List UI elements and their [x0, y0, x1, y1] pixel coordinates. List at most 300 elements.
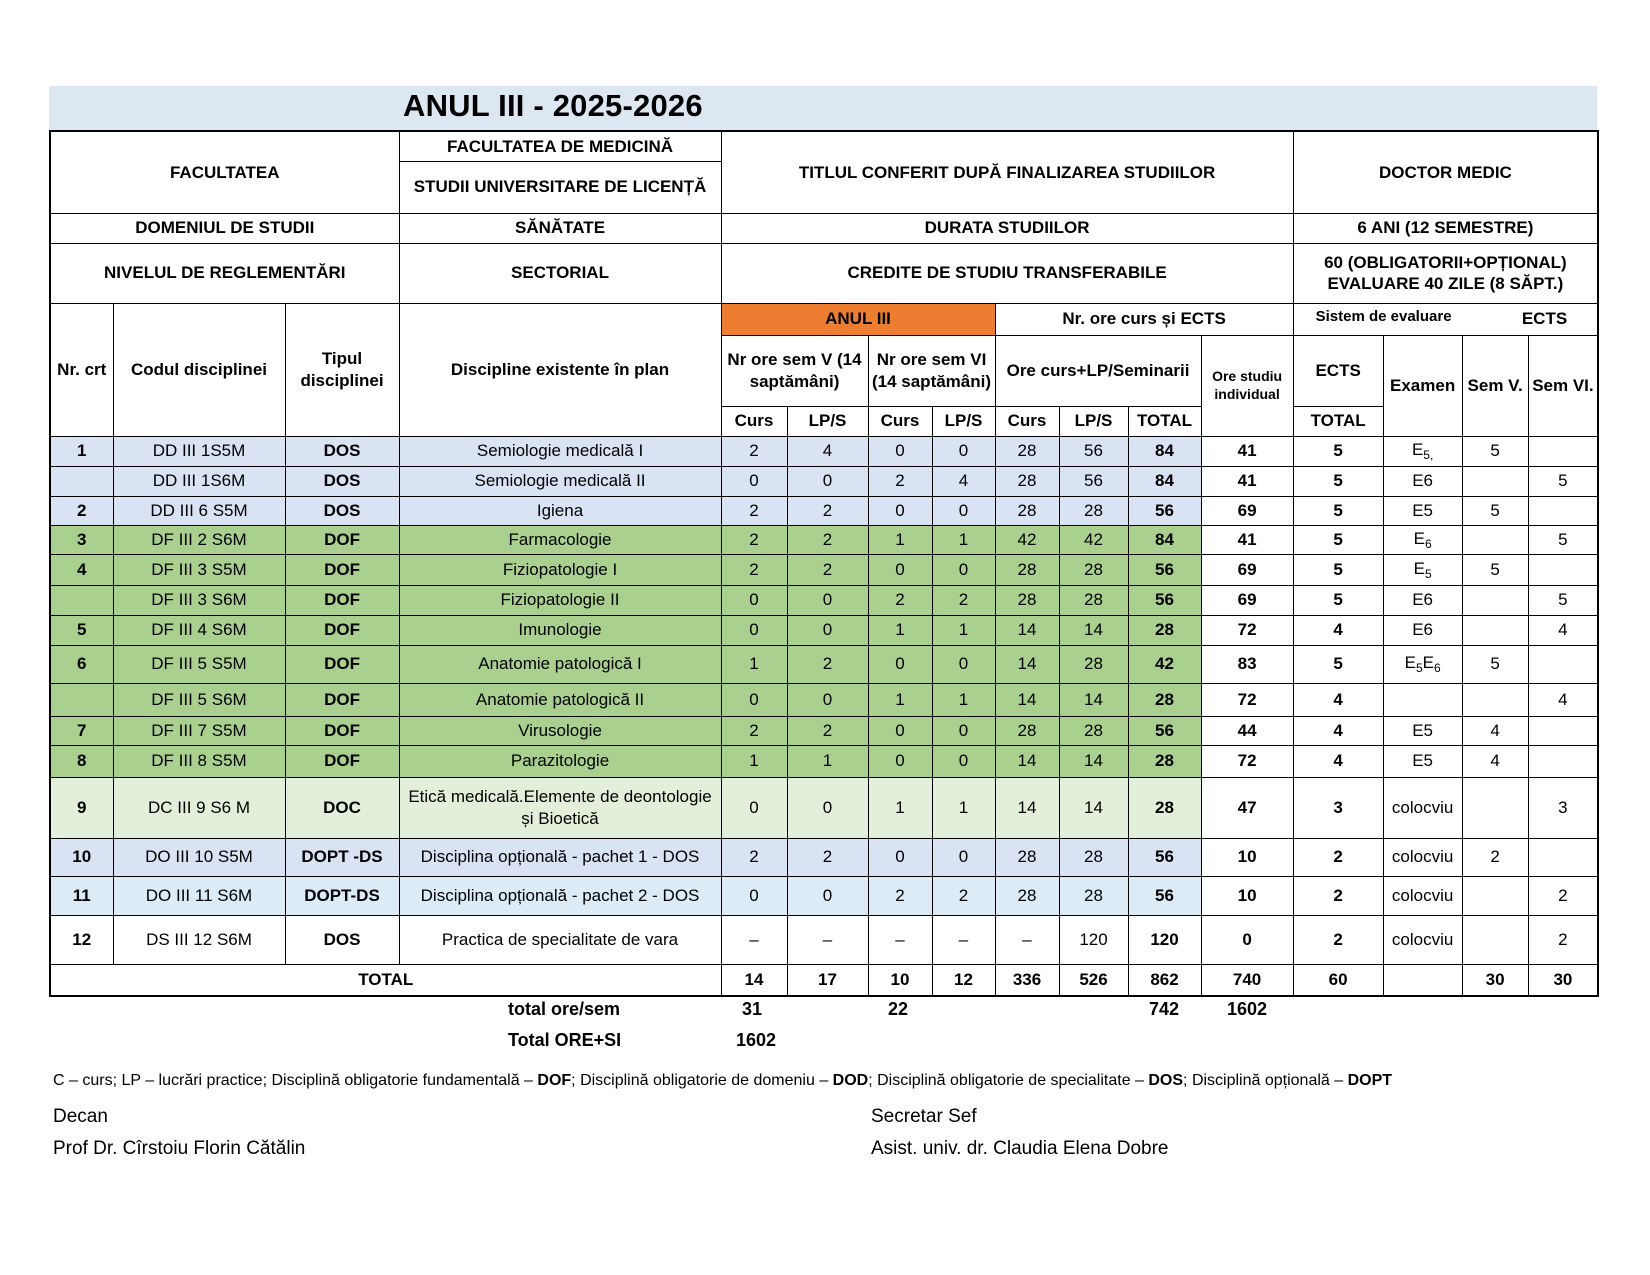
col-sem-v-ects: Sem V. — [1462, 335, 1528, 436]
exam-text: E — [1411, 440, 1424, 459]
table-row — [50, 915, 1598, 964]
cell-sem-vi: 4 — [1528, 615, 1598, 645]
cell-nr-crt: 2 — [50, 496, 113, 525]
title-band — [49, 86, 1597, 131]
legend-text: ; Disciplină opțională – — [1183, 1072, 1348, 1089]
credite-value — [1293, 243, 1598, 303]
table-row — [50, 436, 1598, 466]
exam-subscript: 5, — [1423, 448, 1434, 462]
cell-sem-v: 5 — [1462, 554, 1528, 585]
total-l6: 12 — [932, 964, 995, 996]
cell-cod: DC III 9 S6 M — [113, 777, 285, 838]
exam-subscript: 5 — [1415, 661, 1423, 675]
cell-tip: DOC — [285, 777, 399, 838]
cell-curs-v: 0 — [721, 683, 787, 716]
table-row — [50, 554, 1598, 585]
cell-lps-vi: 2 — [932, 585, 995, 615]
cell-lps-vi: 1 — [932, 525, 995, 554]
col-lps-total: LP/S — [1059, 406, 1128, 436]
cell-lps-v: 2 — [787, 838, 868, 876]
table-row — [50, 876, 1598, 915]
cell-nr-crt: 5 — [50, 615, 113, 645]
cell-sem-v — [1462, 777, 1528, 838]
cell-curs-vi: 1 — [868, 615, 932, 645]
cell-ore-curs: 28 — [995, 716, 1059, 745]
secretar-name: Asist. univ. dr. Claudia Elena Dobre — [871, 1138, 1169, 1159]
cell-tip: DOF — [285, 645, 399, 683]
cell-sem-v — [1462, 876, 1528, 915]
cell-lps-v: 0 — [787, 876, 868, 915]
cell-ore-total: 28 — [1128, 683, 1201, 716]
cell-cod: DO III 10 S5M — [113, 838, 285, 876]
cell-nr-crt: 11 — [50, 876, 113, 915]
cell-ore-curs: 14 — [995, 645, 1059, 683]
cell-ore-lps: 42 — [1059, 525, 1128, 554]
cell-curs-v: 1 — [721, 745, 787, 777]
cell-lps-vi: 2 — [932, 876, 995, 915]
col-sistem-evaluare — [1293, 303, 1598, 335]
cell-lps-v: – — [787, 915, 868, 964]
cell-disciplina: Disciplina opțională - pachet 2 - DOS — [399, 876, 721, 915]
cell-nr-crt — [50, 466, 113, 496]
cell-sem-v: 2 — [1462, 838, 1528, 876]
cell-curs-vi: 1 — [868, 525, 932, 554]
exam-text: E — [1413, 558, 1425, 578]
domeniul-value: SĂNĂTATE — [399, 213, 721, 243]
cell-examen — [1383, 615, 1462, 645]
cell-sem-vi: 2 — [1528, 876, 1598, 915]
exam-text: E — [1413, 528, 1425, 548]
table-row — [50, 683, 1598, 716]
cell-sem-vi — [1528, 554, 1598, 585]
cell-ore-lps: 14 — [1059, 683, 1128, 716]
total-ot: 862 — [1128, 964, 1201, 996]
table-body — [50, 436, 1598, 964]
col-lps-vi: LP/S — [932, 406, 995, 436]
exam-text: colocviu — [1391, 929, 1454, 949]
titlul-value: DOCTOR MEDIC — [1293, 131, 1598, 213]
cell-examen — [1383, 683, 1462, 716]
cell-nr-crt — [50, 585, 113, 615]
cell-curs-v: 0 — [721, 777, 787, 838]
table-row — [50, 716, 1598, 745]
col-sem-vi: Nr ore sem VI (14 saptămâni) — [868, 335, 995, 406]
cell-sem-v — [1462, 615, 1528, 645]
decan-name: Prof Dr. Cîrstoiu Florin Cătălin — [53, 1138, 306, 1159]
col-tip: Tipul disciplinei — [285, 303, 399, 436]
ore-sem-label: total ore/sem — [508, 999, 621, 1019]
cell-ects: 3 — [1293, 777, 1383, 838]
total-c5: 14 — [721, 964, 787, 996]
cell-sem-vi — [1528, 838, 1598, 876]
cell-lps-vi: 4 — [932, 466, 995, 496]
cell-lps-v: 0 — [787, 615, 868, 645]
table-row — [50, 645, 1598, 683]
cell-ects: 2 — [1293, 876, 1383, 915]
col-curs-total: Curs — [995, 406, 1059, 436]
exam-subscript: 6 — [1424, 536, 1432, 551]
exam-text: colocviu — [1391, 885, 1454, 905]
exam-subscript: 6 — [1433, 661, 1441, 675]
cell-examen — [1383, 876, 1462, 915]
cell-ore-curs: 14 — [995, 745, 1059, 777]
cell-ore-studiu: 72 — [1201, 615, 1293, 645]
col-ects: ECTS — [1293, 335, 1383, 406]
cell-disciplina: Practica de specialitate de vara — [399, 915, 721, 964]
total-osi: 740 — [1201, 964, 1293, 996]
cell-cod: DF III 2 S6M — [113, 525, 285, 554]
cell-lps-v: 4 — [787, 436, 868, 466]
ore-si: 1602 — [1227, 999, 1268, 1019]
sistem-label: Sistem de evaluare — [1315, 308, 1452, 326]
ore-si-label: Total ORE+SI — [508, 1030, 622, 1050]
cell-nr-crt: 8 — [50, 745, 113, 777]
col-nr-crt: Nr. crt — [50, 303, 113, 436]
cell-curs-vi: 2 — [868, 466, 932, 496]
cell-ore-total: 42 — [1128, 645, 1201, 683]
table-row — [50, 615, 1598, 645]
cell-cod: DF III 3 S6M — [113, 585, 285, 615]
cell-sem-v — [1462, 585, 1528, 615]
cell-curs-v: 2 — [721, 525, 787, 554]
table-row — [50, 466, 1598, 496]
total-l5: 17 — [787, 964, 868, 996]
cell-nr-crt: 7 — [50, 716, 113, 745]
cell-ore-curs: 28 — [995, 496, 1059, 525]
ore-total: 742 — [1149, 999, 1180, 1019]
cell-cod: DS III 12 S6M — [113, 915, 285, 964]
cell-ore-total: 28 — [1128, 615, 1201, 645]
col-cod: Codul disciplinei — [113, 303, 285, 436]
cell-curs-v: 0 — [721, 876, 787, 915]
cell-disciplina: Igiena — [399, 496, 721, 525]
cell-sem-v: 5 — [1462, 496, 1528, 525]
table-row — [50, 838, 1598, 876]
cell-nr-crt: 4 — [50, 554, 113, 585]
cell-cod: DO III 11 S6M — [113, 876, 285, 915]
cell-lps-vi: 1 — [932, 777, 995, 838]
cell-cod: DF III 8 S5M — [113, 745, 285, 777]
cell-sem-v — [1462, 683, 1528, 716]
legend-abbr: DOD — [832, 1072, 869, 1089]
cell-sem-v — [1462, 915, 1528, 964]
credite-label: CREDITE DE STUDIU TRANSFERABILE — [721, 243, 1293, 303]
curriculum-table — [49, 130, 1599, 997]
cell-curs-v: 2 — [721, 436, 787, 466]
exam-subscript: 5 — [1424, 566, 1432, 581]
ore-sem-vi: 22 — [888, 999, 909, 1019]
cell-lps-v: 2 — [787, 496, 868, 525]
durata-label: DURATA STUDIILOR — [721, 213, 1293, 243]
col-discipline: Discipline existente în plan — [399, 303, 721, 436]
cell-ore-total: 56 — [1128, 496, 1201, 525]
facultatea-value: FACULTATEA DE MEDICINĂ — [399, 131, 721, 161]
legend-abbr: DOPT — [1347, 1072, 1393, 1089]
col-curs-v: Curs — [721, 406, 787, 436]
exam-text: E5 — [1412, 751, 1434, 771]
cell-lps-vi: 0 — [932, 838, 995, 876]
cell-ects: 5 — [1293, 525, 1383, 554]
cell-disciplina: Semiologie medicală II — [399, 466, 721, 496]
exam-text: E5 — [1412, 500, 1434, 520]
cell-ore-lps: 28 — [1059, 554, 1128, 585]
cell-ore-total: 56 — [1128, 876, 1201, 915]
cell-ore-studiu: 83 — [1201, 645, 1293, 683]
col-ore-studiu: Ore studiu individual — [1201, 335, 1293, 436]
cell-lps-vi: 0 — [932, 496, 995, 525]
cell-tip: DOS — [285, 496, 399, 525]
cell-lps-vi: 1 — [932, 683, 995, 716]
cell-ects: 4 — [1293, 745, 1383, 777]
cell-lps-vi: 0 — [932, 716, 995, 745]
cell-ore-curs: 14 — [995, 615, 1059, 645]
cell-nr-crt: 6 — [50, 645, 113, 683]
cell-curs-v: 0 — [721, 466, 787, 496]
cell-ects: 5 — [1293, 645, 1383, 683]
col-sem-vi-ects: Sem VI. — [1528, 335, 1598, 436]
cell-ects: 5 — [1293, 466, 1383, 496]
legend-abbr: DOF — [537, 1072, 572, 1089]
cell-cod: DF III 7 S5M — [113, 716, 285, 745]
cell-lps-vi: 0 — [932, 745, 995, 777]
cell-ore-studiu: 44 — [1201, 716, 1293, 745]
cell-disciplina: Etică medicală.Elemente de deontologie și Bioetică — [399, 777, 721, 838]
total-ects: 60 — [1293, 964, 1383, 996]
cell-ore-lps: 14 — [1059, 615, 1128, 645]
cell-ore-total: 84 — [1128, 436, 1201, 466]
cell-examen — [1383, 915, 1462, 964]
titlul-label: TITLUL CONFERIT DUPĂ FINALIZAREA STUDIILOR — [721, 131, 1293, 213]
cell-ore-curs: 14 — [995, 683, 1059, 716]
cell-ore-studiu: 10 — [1201, 876, 1293, 915]
cell-ore-studiu: 69 — [1201, 585, 1293, 615]
cell-cod: DD III 1S6M — [113, 466, 285, 496]
cell-sem-vi: 5 — [1528, 466, 1598, 496]
cell-examen — [1383, 777, 1462, 838]
legend-text: ; Disciplină obligatorie de specialitate – — [868, 1072, 1149, 1089]
credite-value-line1: 60 (OBLIGATORII+OPȚIONAL) — [1324, 252, 1567, 272]
cell-ore-curs: 28 — [995, 838, 1059, 876]
cell-sem-vi — [1528, 716, 1598, 745]
cell-tip: DOF — [285, 716, 399, 745]
cell-ects: 4 — [1293, 683, 1383, 716]
exam-text: colocviu — [1391, 847, 1454, 867]
cell-ore-total: 28 — [1128, 745, 1201, 777]
cell-examen — [1383, 466, 1462, 496]
anul-iii-badge: ANUL III — [721, 303, 995, 335]
cell-sem-vi — [1528, 496, 1598, 525]
cell-curs-v: 2 — [721, 838, 787, 876]
cell-tip: DOF — [285, 615, 399, 645]
cell-ects: 2 — [1293, 915, 1383, 964]
cell-nr-crt: 1 — [50, 436, 113, 466]
col-sem-v: Nr ore sem V (14 saptămâni) — [721, 335, 868, 406]
cell-ore-curs: 28 — [995, 585, 1059, 615]
cell-curs-v: 1 — [721, 645, 787, 683]
totals-row — [50, 964, 1598, 996]
cell-cod: DF III 4 S6M — [113, 615, 285, 645]
cell-curs-vi: 2 — [868, 876, 932, 915]
cell-lps-v: 1 — [787, 745, 868, 777]
cell-curs-v: 0 — [721, 585, 787, 615]
cell-ore-lps: 120 — [1059, 915, 1128, 964]
cell-ore-studiu: 41 — [1201, 436, 1293, 466]
cell-ore-lps: 28 — [1059, 838, 1128, 876]
cell-ore-lps: 14 — [1059, 777, 1128, 838]
cell-lps-v: 0 — [787, 466, 868, 496]
cell-ore-studiu: 72 — [1201, 745, 1293, 777]
cell-lps-vi: 0 — [932, 645, 995, 683]
cell-lps-v: 2 — [787, 525, 868, 554]
table-row — [50, 745, 1598, 777]
cell-disciplina: Anatomie patologică II — [399, 683, 721, 716]
cell-tip: DOF — [285, 683, 399, 716]
table-row — [50, 525, 1598, 554]
cell-sem-v — [1462, 466, 1528, 496]
cell-examen — [1383, 745, 1462, 777]
cell-curs-v: 2 — [721, 496, 787, 525]
cell-lps-v: 2 — [787, 716, 868, 745]
total-oc: 336 — [995, 964, 1059, 996]
cell-ore-studiu: 72 — [1201, 683, 1293, 716]
cell-examen — [1383, 838, 1462, 876]
col-total: TOTAL — [1128, 406, 1201, 436]
cell-sem-vi — [1528, 645, 1598, 683]
cell-curs-v: 2 — [721, 554, 787, 585]
cell-tip: DOF — [285, 585, 399, 615]
cell-sem-vi: 5 — [1528, 525, 1598, 554]
cell-sem-vi: 5 — [1528, 585, 1598, 615]
cell-nr-crt — [50, 683, 113, 716]
cell-ects: 2 — [1293, 838, 1383, 876]
cell-lps-v: 2 — [787, 554, 868, 585]
cell-tip: DOPT -DS — [285, 838, 399, 876]
cell-ore-lps: 14 — [1059, 745, 1128, 777]
cell-cod: DF III 3 S5M — [113, 554, 285, 585]
cell-sem-v: 4 — [1462, 716, 1528, 745]
credite-value-line2: EVALUARE 40 ZILE (8 SĂPT.) — [1327, 274, 1564, 293]
cell-sem-v: 5 — [1462, 436, 1528, 466]
exam-text: E — [1422, 653, 1434, 672]
cell-cod: DD III 6 S5M — [113, 496, 285, 525]
cell-sem-v — [1462, 525, 1528, 554]
cell-ore-lps: 28 — [1059, 876, 1128, 915]
cell-tip: DOPT-DS — [285, 876, 399, 915]
cell-lps-v: 0 — [787, 777, 868, 838]
cell-tip: DOS — [285, 915, 399, 964]
ore-sem-v: 31 — [742, 999, 763, 1019]
cell-examen — [1383, 585, 1462, 615]
cell-sem-vi: 4 — [1528, 683, 1598, 716]
cell-curs-v: 2 — [721, 716, 787, 745]
cell-ore-curs: 28 — [995, 436, 1059, 466]
cell-ore-curs: 42 — [995, 525, 1059, 554]
domeniul-label: DOMENIUL DE STUDII — [50, 213, 399, 243]
cell-ore-lps: 56 — [1059, 436, 1128, 466]
cell-examen — [1383, 716, 1462, 745]
cell-ore-total: 56 — [1128, 585, 1201, 615]
cell-curs-vi: – — [868, 915, 932, 964]
cell-curs-vi: 0 — [868, 645, 932, 683]
cell-cod: DF III 5 S5M — [113, 645, 285, 683]
cell-curs-vi: 0 — [868, 838, 932, 876]
nivelul-value: SECTORIAL — [399, 243, 721, 303]
cell-ore-studiu: 47 — [1201, 777, 1293, 838]
exam-text: E5 — [1412, 720, 1434, 740]
cell-curs-vi: 0 — [868, 554, 932, 585]
col-lps-v: LP/S — [787, 406, 868, 436]
table-row — [50, 496, 1598, 525]
table-row — [50, 585, 1598, 615]
legend-text: ; Disciplină obligatorie de domeniu – — [571, 1072, 833, 1089]
exam-text: colocviu — [1391, 797, 1454, 817]
cell-examen — [1383, 496, 1462, 525]
cell-sem-v: 4 — [1462, 745, 1528, 777]
cell-curs-vi: 0 — [868, 745, 932, 777]
col-curs-vi: Curs — [868, 406, 932, 436]
cell-tip: DOF — [285, 745, 399, 777]
cell-disciplina: Anatomie patologică I — [399, 645, 721, 683]
cell-tip: DOF — [285, 554, 399, 585]
cell-disciplina: Parazitologie — [399, 745, 721, 777]
cell-disciplina: Virusologie — [399, 716, 721, 745]
cell-lps-vi: 1 — [932, 615, 995, 645]
cell-ore-curs: – — [995, 915, 1059, 964]
cell-ore-studiu: 10 — [1201, 838, 1293, 876]
cell-ore-studiu: 41 — [1201, 525, 1293, 554]
cell-examen — [1383, 525, 1462, 554]
cell-curs-vi: 1 — [868, 683, 932, 716]
cell-lps-v: 0 — [787, 683, 868, 716]
cell-ects: 5 — [1293, 436, 1383, 466]
col-nr-ore-ects: Nr. ore curs și ECTS — [995, 303, 1293, 335]
ects-group-label: ECTS — [1521, 309, 1568, 329]
cell-ore-curs: 28 — [995, 876, 1059, 915]
decan-role: Decan — [53, 1106, 108, 1127]
cell-lps-vi: – — [932, 915, 995, 964]
cell-sem-vi — [1528, 436, 1598, 466]
cell-curs-vi: 0 — [868, 436, 932, 466]
col-examen: Examen — [1383, 335, 1462, 436]
cell-ore-total: 56 — [1128, 838, 1201, 876]
ore-si-total: 1602 — [736, 1030, 777, 1050]
cell-ects: 4 — [1293, 615, 1383, 645]
cell-nr-crt: 10 — [50, 838, 113, 876]
total-c6: 10 — [868, 964, 932, 996]
exam-text: E6 — [1412, 471, 1434, 491]
cell-ore-lps: 28 — [1059, 716, 1128, 745]
cell-disciplina: Fiziopatologie II — [399, 585, 721, 615]
cell-disciplina: Farmacologie — [399, 525, 721, 554]
cell-cod: DF III 5 S6M — [113, 683, 285, 716]
facultatea-label: FACULTATEA — [50, 131, 399, 213]
table-row — [50, 777, 1598, 838]
cell-ects: 5 — [1293, 554, 1383, 585]
cell-ore-total: 56 — [1128, 554, 1201, 585]
cell-nr-crt: 3 — [50, 525, 113, 554]
cell-ore-lps: 28 — [1059, 585, 1128, 615]
legend — [53, 1072, 1392, 1090]
cell-cod: DD III 1S5M — [113, 436, 285, 466]
cell-ore-lps: 56 — [1059, 466, 1128, 496]
cell-examen — [1383, 645, 1462, 683]
cell-sem-vi — [1528, 745, 1598, 777]
cell-nr-crt: 12 — [50, 915, 113, 964]
totals-label: TOTAL — [50, 964, 721, 996]
studii-value: STUDII UNIVERSITARE DE LICENȚĂ — [399, 161, 721, 213]
cell-ore-total: 84 — [1128, 466, 1201, 496]
exam-text: E — [1404, 653, 1416, 672]
